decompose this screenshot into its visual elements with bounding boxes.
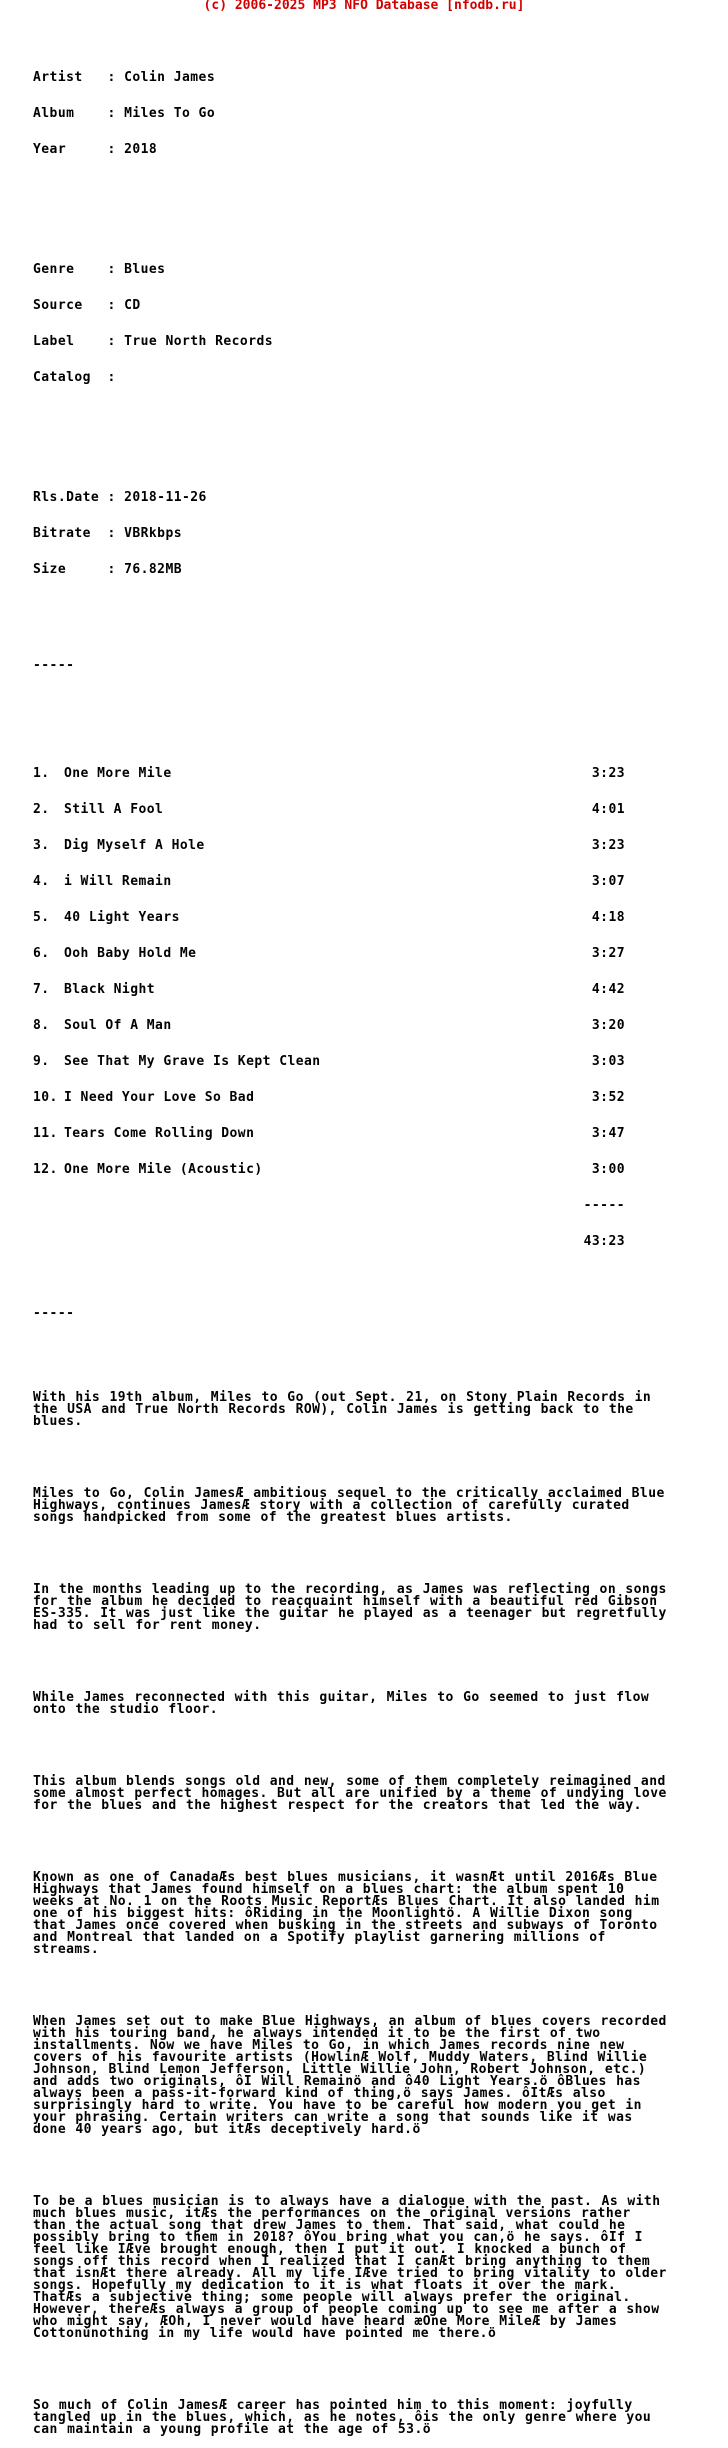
track-number: 8. <box>33 1018 50 1033</box>
track-row <box>33 912 693 924</box>
track-row <box>33 876 693 888</box>
track-title: 40 Light Years <box>64 910 180 925</box>
info-row-size <box>33 564 693 576</box>
track-title: One More Mile (Acoustic) <box>64 1162 263 1177</box>
track-title: One More Mile <box>64 766 172 781</box>
track-row <box>33 768 693 780</box>
track-title: Dig Myself A Hole <box>64 838 205 853</box>
track-number: 6. <box>33 946 50 961</box>
track-number: 11. <box>33 1126 58 1141</box>
track-number: 10. <box>33 1090 58 1105</box>
info-label: Source : <box>33 298 116 313</box>
separator: ----- <box>33 658 75 673</box>
info-block-release <box>33 48 693 180</box>
info-row-album <box>33 108 693 120</box>
paragraph: This album blends songs old and new, some of them completely reimagined and some almost perfect homages. But all are unified by a theme of undying love for the blues and the highest respect for the creators that led the way. <box>33 1774 667 1813</box>
track-number: 2. <box>33 802 50 817</box>
track-duration: 3:20 <box>591 1018 625 1033</box>
info-value: 2018 <box>124 142 158 157</box>
tracklist <box>33 744 693 1272</box>
track-title: i Will Remain <box>64 874 172 889</box>
track-row <box>33 984 693 996</box>
track-number: 1. <box>33 766 50 781</box>
track-title: Soul Of A Man <box>64 1018 172 1033</box>
track-duration: 3:23 <box>591 838 625 853</box>
track-duration: 3:47 <box>591 1126 625 1141</box>
info-row-year <box>33 144 693 156</box>
info-label: Bitrate : <box>33 526 116 541</box>
info-label: Album : <box>33 106 116 121</box>
info-row-catalog <box>33 372 693 384</box>
paragraph: To be a blues musician is to always have a dialogue with the past. As with much blues music, itÆs the performances on the original versions rather than the actual song that drew James to them. That said, what could he possibly bring to them in 2018? ôYou bring what you can,ö he says. ôIf I feel like IÆve brought enough, then I put it out. I knocked a bunch of songs off this record when I realized that I canÆt bring anything to them that isnÆt there already. All my life IÆve tried to bring vitality to older songs. Hopefully my dedication to it is what floats it over the mark. ThatÆs a subjective thing; some people will always prefer the original. However, thereÆs always a group of people coming up to see me after a show who might say, ÆOh, I never would have heard æOne More MileÆ by James Cottonùnothing in my life would have pointed me there.ö <box>33 2194 667 2341</box>
info-row-bitrate <box>33 528 693 540</box>
paragraph: So much of Colin JamesÆ career has pointed him to this moment: joyfully tangled up in the blues, which, as he notes, ôis the only genre where you can maintain a young profile at the age of 53.ö <box>33 2398 652 2437</box>
separator: ----- <box>33 1306 75 1321</box>
info-row-genre <box>33 264 693 276</box>
info-value: VBRkbps <box>124 526 182 541</box>
paragraph: When James set out to make Blue Highways, an album of blues covers recorded with his touring band, he always intended it to be the first of two installments. Now we have Miles to Go, in which James records nine new covers of his favourite artists (HowlinÆ Wolf, Muddy Waters, Blind Willie Johnson, Blind Lemon Jefferson, Little Willie John, Robert Johnson, etc.) and adds two originals, ôI Will Remainö and ô40 Light Years.ö ôBlues has always been a pass-it-forward kind of thing,ö says James. ôItÆs also surprisingly hard to write. You have to be careful how modern you get in your phrasing. Certain writers can write a song that sounds like it was done 40 years ago, but itÆs deceptively hard.ö <box>33 2014 667 2137</box>
track-duration: 4:01 <box>591 802 625 817</box>
track-row <box>33 1128 693 1140</box>
info-value: Miles To Go <box>124 106 216 121</box>
paragraph: While James reconnected with this guitar, Miles to Go seemed to just flow onto the studio floor. <box>33 1690 650 1717</box>
total-rule <box>33 1200 693 1212</box>
paragraph: Miles to Go, Colin JamesÆ ambitious sequel to the critically acclaimed Blue Highways, continues JamesÆ story with a collection of carefully curated songs handpicked from some of the greatest blues artists. <box>33 1486 665 1525</box>
info-row-label <box>33 336 693 348</box>
info-row-release-date <box>33 492 693 504</box>
track-duration: 3:03 <box>591 1054 625 1069</box>
track-title: Still A Fool <box>64 802 164 817</box>
info-row-source <box>33 300 693 312</box>
track-title: I Need Your Love So Bad <box>64 1090 255 1105</box>
info-label: Catalog : <box>33 370 116 385</box>
site-header: (c) 2006-2025 MP3 NFO Database [nfodb.ru] <box>203 0 525 13</box>
info-label: Size : <box>33 562 116 577</box>
track-duration: 3:52 <box>591 1090 625 1105</box>
track-title: Ooh Baby Hold Me <box>64 946 197 961</box>
track-number: 9. <box>33 1054 50 1069</box>
track-row <box>33 1164 693 1176</box>
track-number: 3. <box>33 838 50 853</box>
track-row <box>33 804 693 816</box>
paragraph: Known as one of CanadaÆs best blues musicians, it wasnÆt until 2016Æs Blue Highways that James found himself on a blues chart: the album spent 10 weeks at No. 1 on the Roots Music ReportÆs Blues Chart. It also landed him one of his biggest hits: ôRiding in the Moonlightö. A Willie Dixon song that James once covered when busking in the streets and subways of Toronto and Montreal that landed on a Spotify playlist garnering millions of streams. <box>33 1870 660 1957</box>
track-duration: 3:00 <box>591 1162 625 1177</box>
track-duration: 3:27 <box>591 946 625 961</box>
total-rule-line: ----- <box>583 1198 625 1213</box>
track-duration: 4:18 <box>591 910 625 925</box>
total-duration-value: 43:23 <box>583 1234 625 1249</box>
info-label: Genre : <box>33 262 116 277</box>
info-value: Blues <box>124 262 166 277</box>
info-value: CD <box>124 298 141 313</box>
info-label: Label : <box>33 334 116 349</box>
track-row <box>33 1020 693 1032</box>
info-block-source <box>33 240 693 408</box>
info-label: Rls.Date : <box>33 490 116 505</box>
track-title: Tears Come Rolling Down <box>64 1126 255 1141</box>
nfo-content <box>33 24 693 2448</box>
track-title: Black Night <box>64 982 156 997</box>
track-row <box>33 948 693 960</box>
track-row <box>33 1056 693 1068</box>
info-value: True North Records <box>124 334 274 349</box>
track-duration: 3:07 <box>591 874 625 889</box>
info-label: Artist : <box>33 70 116 85</box>
info-label: Year : <box>33 142 116 157</box>
track-duration: 4:42 <box>591 982 625 997</box>
info-row-artist <box>33 72 693 84</box>
track-row <box>33 1092 693 1104</box>
info-block-file <box>33 468 693 600</box>
paragraph: With his 19th album, Miles to Go (out Sept. 21, on Stony Plain Records in the USA and True North Records ROW), Colin James is getting back to the blues. <box>33 1390 652 1429</box>
track-row <box>33 840 693 852</box>
track-number: 5. <box>33 910 50 925</box>
info-value: 2018-11-26 <box>124 490 207 505</box>
track-duration: 3:23 <box>591 766 625 781</box>
paragraph: In the months leading up to the recording, as James was reflecting on songs for the album he decided to reacquaint himself with a beautiful red Gibson ES-335. It was just like the guitar he played as a teenager but regretfully had to sell for rent money. <box>33 1582 667 1633</box>
track-title: See That My Grave Is Kept Clean <box>64 1054 321 1069</box>
track-number: 7. <box>33 982 50 997</box>
info-value: 76.82MB <box>124 562 182 577</box>
track-number: 12. <box>33 1162 58 1177</box>
total-duration <box>33 1236 693 1248</box>
info-value: Colin James <box>124 70 216 85</box>
track-number: 4. <box>33 874 50 889</box>
